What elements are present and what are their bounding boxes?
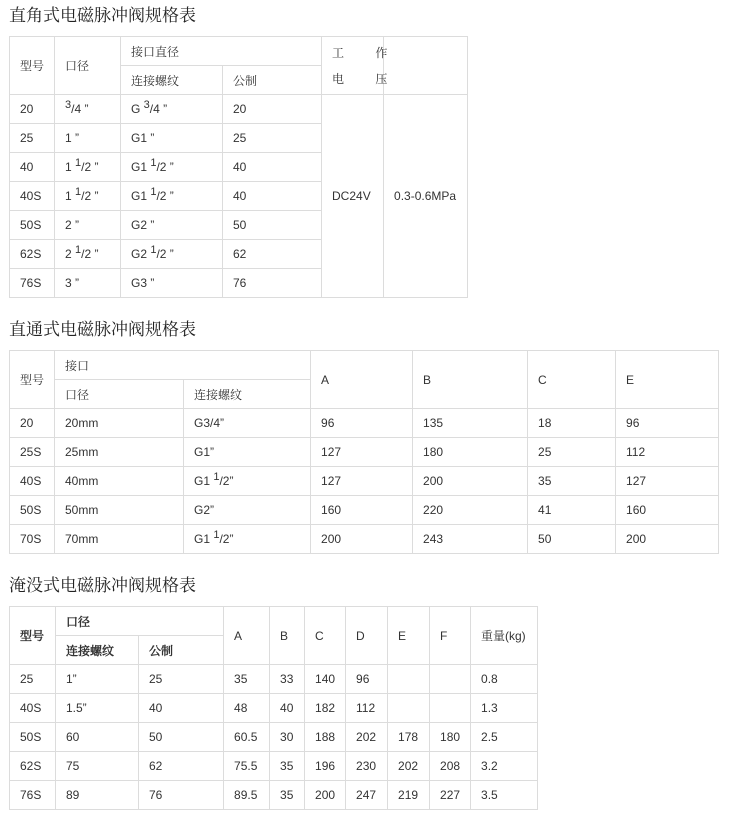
cell-thread	[121, 124, 223, 153]
cell-b: 135	[413, 409, 528, 438]
table-row	[10, 496, 719, 525]
cell-thread	[184, 467, 311, 496]
cell-thread-main: G2 ”	[131, 218, 155, 232]
cell-thread-main: G1	[131, 189, 151, 203]
cell-bore	[55, 240, 121, 269]
cell-metric: 20	[223, 95, 322, 124]
cell-model: 70S	[10, 525, 55, 554]
cell-c: 41	[528, 496, 616, 525]
cell-metric: 25	[223, 124, 322, 153]
cell-thread-numerator: 1	[213, 471, 220, 483]
cell-bore	[55, 124, 121, 153]
cell-c: 50	[528, 525, 616, 554]
cell-bore: 20mm	[55, 409, 184, 438]
cell-thread-main: G2	[131, 247, 151, 261]
cell-c: 196	[305, 752, 346, 781]
cell-thread-main: G1 ”	[131, 131, 155, 145]
cell-thread-main: G3 ”	[131, 276, 155, 290]
table-row	[10, 694, 538, 723]
cell-bore	[55, 269, 121, 298]
cell-bore	[55, 153, 121, 182]
cell-d: 96	[346, 665, 388, 694]
cell-thread	[121, 153, 223, 182]
cell-e: 96	[616, 409, 719, 438]
table-row	[10, 438, 719, 467]
submerged-valve-table	[9, 606, 538, 810]
header-b: B	[413, 351, 528, 409]
cell-bore-rest: /2 ”	[81, 247, 99, 261]
cell-metric: 40	[139, 694, 224, 723]
cell-weight: 3.5	[471, 781, 538, 810]
cell-model: 50S	[10, 723, 56, 752]
cell-d: 202	[346, 723, 388, 752]
cell-voltage: DC24V	[322, 95, 384, 298]
cell-weight: 1.3	[471, 694, 538, 723]
cell-b: 33	[270, 665, 305, 694]
table-row	[10, 525, 719, 554]
cell-c: 25	[528, 438, 616, 467]
cell-a: 35	[224, 665, 270, 694]
cell-bore: 50mm	[55, 496, 184, 525]
cell-thread: 1”	[56, 665, 139, 694]
header-bore: 口径	[55, 37, 121, 95]
cell-metric: 62	[223, 240, 322, 269]
cell-model: 40S	[10, 182, 55, 211]
straight-through-valve-table	[9, 350, 719, 554]
cell-metric: 25	[139, 665, 224, 694]
header-f: F	[430, 607, 471, 665]
header-thread: 连接螺纹	[184, 380, 311, 409]
cell-b: 220	[413, 496, 528, 525]
header-port-diameter: 接口直径	[121, 37, 322, 66]
table-row	[10, 95, 468, 124]
cell-bore-main: 2 ”	[65, 218, 80, 232]
cell-thread-main: G1	[194, 474, 214, 488]
header-port: 接口	[55, 351, 311, 380]
cell-model: 76S	[10, 781, 56, 810]
cell-bore-main: 1	[65, 189, 76, 203]
cell-thread: 75	[56, 752, 139, 781]
cell-bore	[55, 182, 121, 211]
cell-bore-rest: /4 ”	[71, 102, 89, 116]
table-row	[10, 781, 538, 810]
cell-c: 140	[305, 665, 346, 694]
header-d: D	[346, 607, 388, 665]
cell-thread-numerator: 1	[213, 529, 220, 541]
cell-thread: 1.5”	[56, 694, 139, 723]
cell-thread-numerator: 1	[150, 157, 157, 169]
cell-d: 112	[346, 694, 388, 723]
cell-pressure: 0.3-0.6MPa	[384, 95, 468, 298]
cell-metric: 40	[223, 153, 322, 182]
cell-model: 76S	[10, 269, 55, 298]
cell-thread-rest: /2 ”	[156, 160, 174, 174]
cell-c: 188	[305, 723, 346, 752]
cell-e	[388, 694, 430, 723]
cell-model: 40S	[10, 467, 55, 496]
cell-a: 96	[311, 409, 413, 438]
cell-e: 178	[388, 723, 430, 752]
cell-bore-numerator: 1	[75, 244, 82, 256]
table-row	[10, 665, 538, 694]
cell-thread-numerator: 3	[143, 99, 150, 111]
cell-bore: 40mm	[55, 467, 184, 496]
cell-e: 160	[616, 496, 719, 525]
cell-b: 243	[413, 525, 528, 554]
cell-a: 89.5	[224, 781, 270, 810]
cell-metric: 50	[139, 723, 224, 752]
cell-model: 20	[10, 95, 55, 124]
cell-f	[430, 665, 471, 694]
table3-title: 淹没式电磁脉冲阀规格表	[9, 576, 196, 596]
cell-thread	[184, 409, 311, 438]
cell-model: 50S	[10, 496, 55, 525]
cell-a: 48	[224, 694, 270, 723]
cell-thread	[184, 525, 311, 554]
header-bore: 口径	[56, 607, 224, 636]
cell-model: 50S	[10, 211, 55, 240]
cell-weight: 3.2	[471, 752, 538, 781]
cell-b: 180	[413, 438, 528, 467]
table-row	[10, 723, 538, 752]
cell-bore-numerator: 1	[75, 157, 82, 169]
cell-thread-rest: /4 ”	[149, 102, 168, 116]
cell-a: 127	[311, 467, 413, 496]
cell-thread	[121, 269, 223, 298]
cell-f: 227	[430, 781, 471, 810]
cell-metric: 40	[223, 182, 322, 211]
cell-b: 35	[270, 752, 305, 781]
cell-a: 60.5	[224, 723, 270, 752]
cell-c: 18	[528, 409, 616, 438]
cell-thread-numerator: 1	[150, 244, 157, 256]
cell-thread-main: G3/4”	[194, 416, 225, 430]
header-b: B	[270, 607, 305, 665]
cell-bore-rest: /2 ”	[81, 189, 99, 203]
cell-weight: 0.8	[471, 665, 538, 694]
cell-e: 127	[616, 467, 719, 496]
header-bore: 口径	[55, 380, 184, 409]
header-a: A	[224, 607, 270, 665]
cell-bore-main: 1	[65, 160, 76, 174]
header-a: A	[311, 351, 413, 409]
cell-thread-rest: /2”	[219, 474, 234, 488]
cell-bore-main: 3 ”	[65, 276, 80, 290]
cell-thread	[121, 182, 223, 211]
header-working-voltage	[322, 37, 402, 95]
cell-metric: 62	[139, 752, 224, 781]
header-model: 型号	[10, 607, 56, 665]
cell-thread-rest: /2 ”	[156, 247, 174, 261]
cell-thread	[121, 211, 223, 240]
cell-a: 75.5	[224, 752, 270, 781]
cell-thread: 60	[56, 723, 139, 752]
cell-thread: 89	[56, 781, 139, 810]
cell-b: 200	[413, 467, 528, 496]
cell-thread-main: G1”	[194, 445, 215, 459]
cell-bore	[55, 211, 121, 240]
cell-metric: 50	[223, 211, 322, 240]
cell-a: 200	[311, 525, 413, 554]
cell-c: 200	[305, 781, 346, 810]
cell-metric: 76	[223, 269, 322, 298]
header-metric: 公制	[223, 66, 322, 95]
cell-bore-rest: /2 ”	[81, 160, 99, 174]
cell-a: 127	[311, 438, 413, 467]
cell-bore: 25mm	[55, 438, 184, 467]
cell-a: 160	[311, 496, 413, 525]
table-row	[10, 467, 719, 496]
cell-c: 35	[528, 467, 616, 496]
cell-model: 25	[10, 665, 56, 694]
cell-model: 25	[10, 124, 55, 153]
table-row	[10, 752, 538, 781]
cell-bore-numerator: 3	[65, 99, 72, 111]
cell-e	[388, 665, 430, 694]
cell-d: 247	[346, 781, 388, 810]
cell-thread-main: G	[131, 102, 144, 116]
cell-thread	[121, 95, 223, 124]
cell-b: 35	[270, 781, 305, 810]
cell-f: 208	[430, 752, 471, 781]
cell-thread-numerator: 1	[150, 186, 157, 198]
header-c: C	[528, 351, 616, 409]
cell-thread-main: G1	[194, 532, 214, 546]
cell-thread-rest: /2 ”	[156, 189, 174, 203]
header-thread: 连接螺纹	[56, 636, 139, 665]
cell-model: 25S	[10, 438, 55, 467]
cell-model: 40	[10, 153, 55, 182]
header-model: 型号	[10, 351, 55, 409]
cell-f	[430, 694, 471, 723]
cell-thread-rest: /2”	[219, 532, 234, 546]
cell-weight: 2.5	[471, 723, 538, 752]
cell-thread	[121, 240, 223, 269]
header-c: C	[305, 607, 346, 665]
right-angle-valve-table	[9, 36, 468, 298]
cell-d: 230	[346, 752, 388, 781]
cell-e: 200	[616, 525, 719, 554]
header-working-line2: 电 压	[332, 71, 402, 86]
header-e: E	[388, 607, 430, 665]
cell-bore-main: 2	[65, 247, 76, 261]
cell-b: 30	[270, 723, 305, 752]
cell-thread-main: G2”	[194, 503, 215, 517]
cell-f: 180	[430, 723, 471, 752]
cell-thread-main: G1	[131, 160, 151, 174]
cell-bore-main: 1 ”	[65, 131, 80, 145]
header-model: 型号	[10, 37, 55, 95]
cell-model: 62S	[10, 752, 56, 781]
table1-title: 直角式电磁脉冲阀规格表	[9, 6, 196, 26]
header-weight: 重量(kg)	[471, 607, 538, 665]
header-e: E	[616, 351, 719, 409]
cell-bore: 70mm	[55, 525, 184, 554]
cell-bore-numerator: 1	[75, 186, 82, 198]
cell-e: 202	[388, 752, 430, 781]
cell-e: 219	[388, 781, 430, 810]
header-metric: 公制	[139, 636, 224, 665]
header-thread: 连接螺纹	[121, 66, 223, 95]
cell-model: 40S	[10, 694, 56, 723]
table2-title: 直通式电磁脉冲阀规格表	[9, 320, 196, 340]
cell-model: 20	[10, 409, 55, 438]
cell-metric: 76	[139, 781, 224, 810]
header-working-line1: 工 作	[332, 45, 402, 60]
cell-model: 62S	[10, 240, 55, 269]
cell-thread	[184, 496, 311, 525]
cell-c: 182	[305, 694, 346, 723]
cell-b: 40	[270, 694, 305, 723]
cell-thread	[184, 438, 311, 467]
cell-e: 112	[616, 438, 719, 467]
cell-bore	[55, 95, 121, 124]
table-row	[10, 409, 719, 438]
